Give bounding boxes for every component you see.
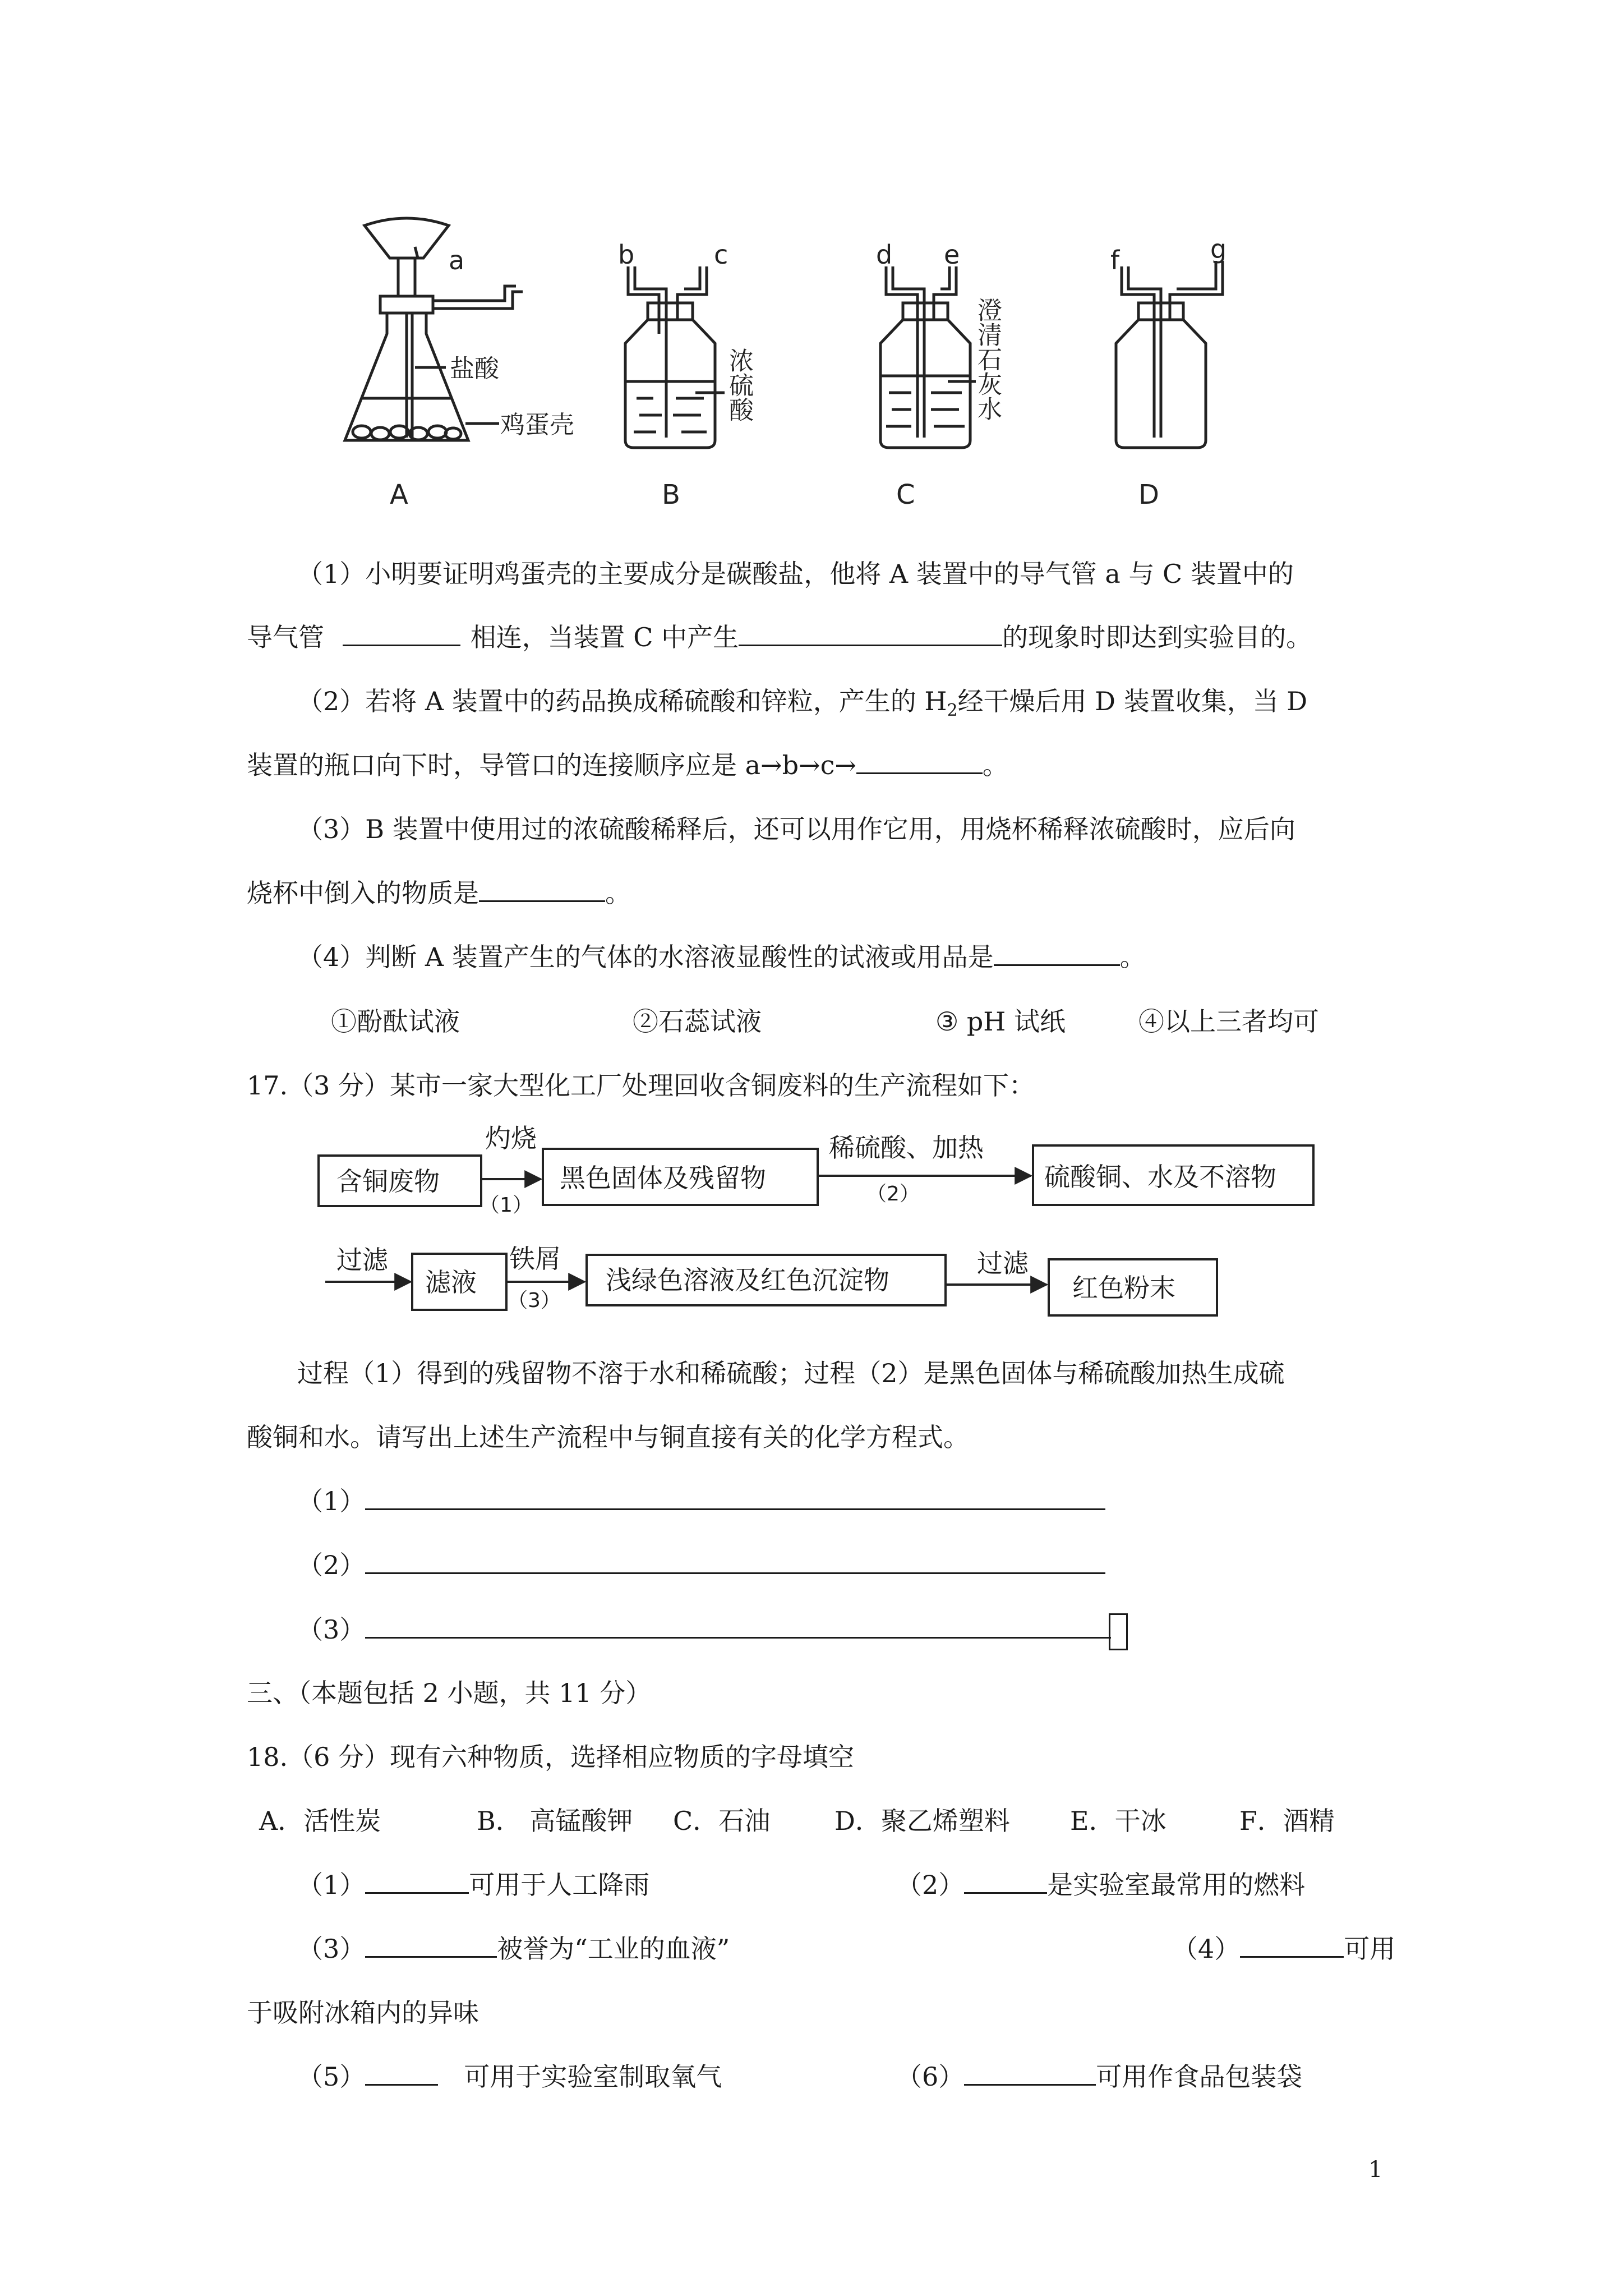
- tube-g-label: g: [1210, 234, 1227, 264]
- reagent-c-vertical: 澄清石灰水: [973, 297, 1002, 421]
- q17-title: 17.（3 分）某市一家大型化工厂处理回收含铜废料的生产流程如下：: [247, 1070, 1035, 1101]
- answer-blank-q18-6[interactable]: [964, 2062, 1096, 2086]
- q16-part2-line1: [297, 685, 1307, 726]
- flow-arrow1-bottom: （1）: [479, 1194, 533, 1217]
- answer-blank-order[interactable]: [856, 750, 983, 774]
- equation-label-1: （1）: [297, 1486, 366, 1516]
- q18-choice-e: E．干冰: [1070, 1806, 1166, 1836]
- flow-box5-label: 浅绿色溶液及红色沉淀物: [606, 1265, 889, 1295]
- q18-title: 18.（6 分）现有六种物质，选择相应物质的字母填空: [247, 1742, 855, 1772]
- q18-item1-num: （1）: [297, 1870, 366, 1900]
- q18-item-5: [297, 2061, 722, 2092]
- q16-part3-text-b: 。: [605, 878, 631, 908]
- apparatus-b: [625, 266, 725, 448]
- q18-item1-text: 可用于人工降雨: [469, 1870, 650, 1900]
- q18-item-2: [896, 1869, 1305, 1901]
- reagent-hydrochloric-acid: 盐酸: [450, 355, 499, 383]
- q16-part2-text-d: 。: [982, 750, 1008, 780]
- reagent-b-vertical: 浓硫酸: [725, 348, 753, 422]
- q16-part3-text-a: 烧杯中倒入的物质是: [247, 878, 479, 908]
- flow-arrow4-top: 铁屑: [509, 1244, 561, 1274]
- flow-box2-label: 黑色固体及残留物: [560, 1163, 766, 1193]
- tube-d-label: d: [876, 240, 893, 270]
- q18-choice-c: C．石油: [673, 1806, 771, 1836]
- answer-blank-q18-3[interactable]: [365, 1934, 497, 1958]
- tube-e-label: e: [944, 240, 960, 270]
- q18-item6-num: （6）: [896, 2062, 965, 2092]
- apparatus-label-c: C: [896, 479, 915, 510]
- q18-item4-continuation: 于吸附冰箱内的异味: [247, 1998, 479, 2028]
- apparatus-label-d: D: [1138, 479, 1159, 510]
- answer-blank-q18-4[interactable]: [1240, 1934, 1344, 1958]
- q18-item3-num: （3）: [297, 1934, 366, 1964]
- q16-part4-text-b: 。: [1119, 942, 1146, 972]
- reagent-eggshell: 鸡蛋壳: [500, 411, 574, 439]
- q18-item-4: [1172, 1933, 1395, 1964]
- q16-part4-line: [297, 941, 1146, 973]
- tube-c-label: c: [714, 240, 728, 270]
- flow-arrow3-top: 过滤: [336, 1245, 388, 1275]
- answer-blank-equation-1[interactable]: [365, 1486, 1105, 1510]
- flow-box4-label: 滤液: [425, 1267, 477, 1297]
- q18-choice-d: D．聚乙烯塑料: [834, 1806, 1010, 1836]
- flow-arrow4-bottom: （3）: [508, 1289, 561, 1312]
- q16-part4-text-a: （4）判断 A 装置产生的气体的水溶液显酸性的试液或用品是: [297, 942, 994, 972]
- equation-label-2: （2）: [297, 1550, 366, 1580]
- q18-item5-num: （5）: [297, 2062, 366, 2092]
- q18-item2-text: 是实验室最常用的燃料: [1047, 1870, 1306, 1900]
- apparatus-label-a: A: [390, 479, 408, 510]
- q18-item5-text: 可用于实验室制取氧气: [464, 2062, 722, 2092]
- answer-blank-tube[interactable]: [343, 622, 460, 646]
- q16-part1-line1: （1）小明要证明鸡蛋壳的主要成分是碳酸盐，他将 A 装置中的导气管 a 与 C 装置中的: [297, 559, 1294, 589]
- answer-blank-q18-5[interactable]: [365, 2062, 438, 2086]
- flow-box3-label: 硫酸铜、水及不溶物: [1044, 1162, 1276, 1192]
- answer-blank-substance[interactable]: [479, 878, 605, 902]
- answer-blank-equation-2[interactable]: [365, 1550, 1105, 1574]
- q16-part1-text-b: 相连，当装置 C 中产生: [470, 622, 739, 652]
- q18-choice-b: B． 高锰酸钾: [477, 1806, 633, 1836]
- q18-item-3: [297, 1933, 730, 1964]
- answer-blank-equation-3[interactable]: [365, 1614, 1111, 1639]
- q18-item2-num: （2）: [896, 1870, 965, 1900]
- q18-item4-num: （4）: [1172, 1934, 1241, 1964]
- q17-equation-1: [297, 1485, 1105, 1517]
- q18-choice-f: F．酒精: [1239, 1806, 1335, 1836]
- flow-arrow5-top: 过滤: [977, 1248, 1029, 1278]
- q18-choice-a: A．活性炭: [259, 1806, 381, 1836]
- q16-option-2: ②石蕊试液: [633, 1006, 762, 1037]
- q18-item-6: [896, 2061, 1302, 2092]
- q18-item4-text: 可用: [1344, 1934, 1396, 1964]
- apparatus-c: [880, 266, 976, 448]
- equation-label-3: （3）: [297, 1614, 366, 1645]
- tube-f-label: f: [1110, 245, 1120, 275]
- tube-a-label: a: [449, 245, 465, 275]
- answer-blank-phenomenon[interactable]: [739, 622, 1002, 646]
- apparatus-label-b: B: [662, 479, 680, 510]
- q16-option-4: ④以上三者均可: [1138, 1006, 1319, 1037]
- q17-desc-line1: 过程（1）得到的残留物不溶于水和稀硫酸；过程（2）是黑色固体与稀硫酸加热生成硫: [297, 1358, 1285, 1388]
- q17-equation-2: [297, 1549, 1105, 1581]
- q16-part1-text-a: 导气管: [247, 622, 324, 652]
- cursor-box: [1109, 1613, 1128, 1650]
- q18-item3-text: 被誉为“工业的血液”: [497, 1934, 730, 1964]
- flow-diagram: [314, 1116, 1335, 1324]
- apparatus-d: [1116, 261, 1223, 448]
- q16-option-1: ①酚酞试液: [331, 1006, 460, 1037]
- q16-part2-text-b: 经干燥后用 D 装置收集，当 D: [957, 686, 1308, 716]
- q17-equation-3: [297, 1613, 1128, 1650]
- q16-part1-line2: [247, 622, 1312, 653]
- q16-part1-text-c: 的现象时即达到实验目的。: [1002, 622, 1312, 652]
- flow-box1-label: 含铜废物: [336, 1166, 440, 1197]
- q18-item-1: [297, 1869, 649, 1901]
- q16-part2-line2: [247, 749, 1008, 781]
- h2-subscript: 2: [947, 701, 958, 721]
- flow-arrow2-top: 稀硫酸、加热: [829, 1133, 984, 1163]
- tube-b-label: b: [618, 240, 635, 270]
- answer-blank-indicator[interactable]: [994, 942, 1120, 966]
- flow-arrow1-top: 灼烧: [485, 1123, 537, 1153]
- apparatus-diagram: [303, 213, 1267, 527]
- q16-part2-text-c: 装置的瓶口向下时，导管口的连接顺序应是 a→b→c→: [247, 750, 856, 780]
- answer-blank-q18-2[interactable]: [964, 1870, 1047, 1894]
- q16-part3-line1: （3）B 装置中使用过的浓硫酸稀释后，还可以用作它用，用烧杯稀释浓硫酸时，应后向: [297, 814, 1295, 844]
- page-number: 1: [1368, 2157, 1383, 2183]
- flow-box6-label: 红色粉末: [1072, 1273, 1175, 1303]
- q18-item6-text: 可用作食品包装袋: [1096, 2062, 1303, 2092]
- q16-part2-text-a: （2）若将 A 装置中的药品换成稀硫酸和锌粒，产生的 H: [297, 686, 947, 716]
- q16-option-3: ③ pH 试纸: [935, 1006, 1066, 1037]
- section-3-title: 三、（本题包括 2 小题，共 11 分）: [247, 1678, 652, 1708]
- q17-desc-line2: 酸铜和水。请写出上述生产流程中与铜直接有关的化学方程式。: [247, 1422, 969, 1452]
- apparatus-a: [345, 218, 523, 440]
- answer-blank-q18-1[interactable]: [365, 1870, 469, 1894]
- flow-arrow2-bottom: （2）: [866, 1182, 920, 1205]
- q16-part3-line2: [247, 877, 631, 909]
